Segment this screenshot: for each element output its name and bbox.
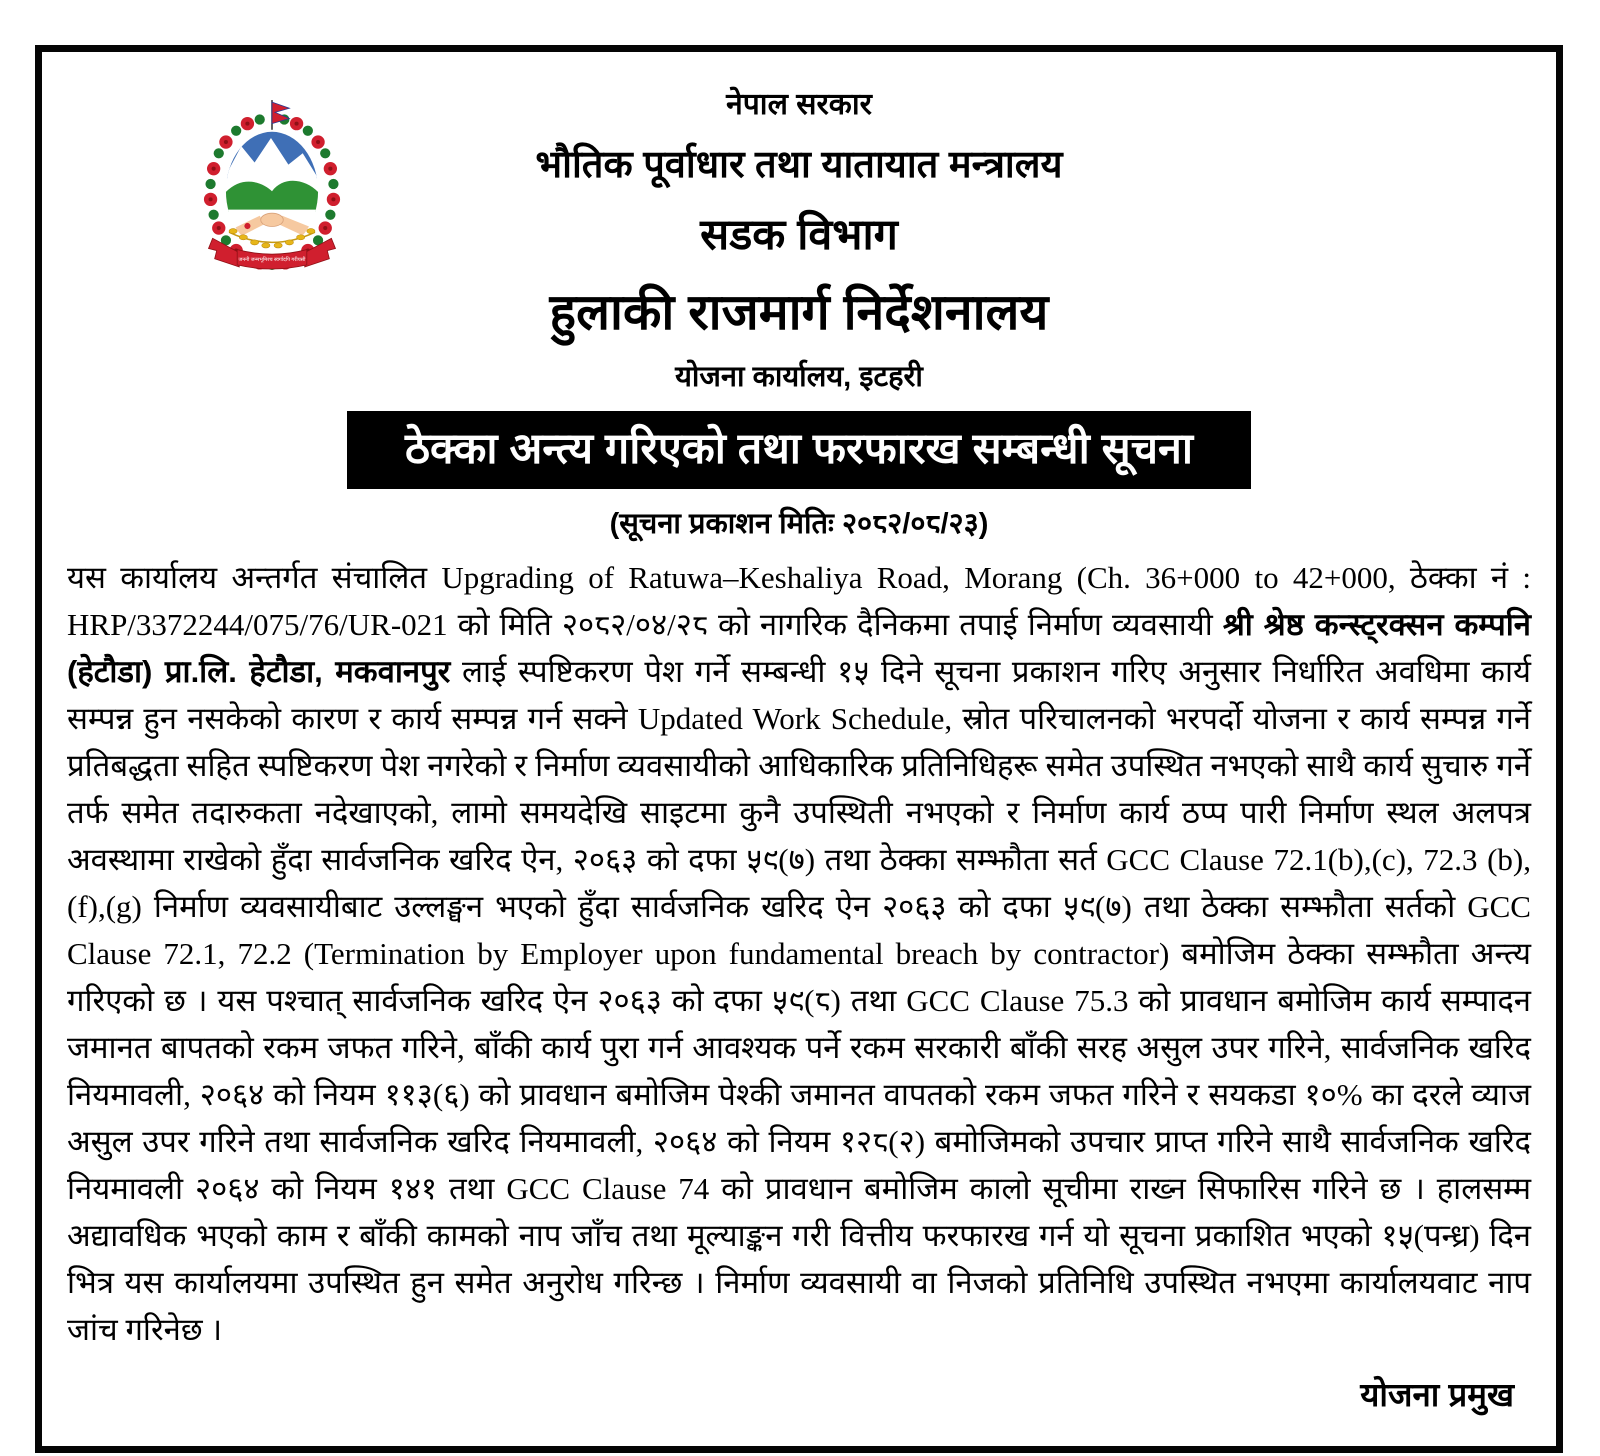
notice-title-banner: ठेक्का अन्त्य गरिएको तथा फरफारख सम्बन्धी सूचना bbox=[347, 411, 1251, 489]
notice-body-paragraph bbox=[67, 554, 1531, 1353]
emblem-svg bbox=[167, 97, 377, 312]
body-part1: यस कार्यालय अन्तर्गत संचालित Upgrading of Ratuwa–Keshaliya Road, Morang (Ch. 36+000 to 42+000, ठेक्का नं : HRP/3372244/075/76/UR-021 को मिति २०८२/०४/२८ को नागरिक दैनिकमा तपाई निर्माण व्यवसायी bbox=[67, 560, 1531, 643]
header-office: योजना कार्यालय, इटहरी bbox=[675, 361, 923, 393]
body-part2: लाई स्पष्टिकरण पेश गर्ने सम्बन्धी १५ दिने सूचना प्रकाशन गरिए अनुसार निर्धारित अवधिमा कार्य सम्पन्न हुन नसकेको कारण र कार्य सम्पन्न गर्न सक्ने Updated Work Schedule, स्रोत परिचालनको भरपर्दो योजना र कार्य सम्पन्न गर्ने प्रतिबद्धता सहित स्पष्टिकरण पेश नगरेको र निर्माण व्यवसायीको आधिकारिक प्रतिनिधिहरू समेत उपस्थित नभएको साथै कार्य सुचारु गर्ने तर्फ समेत तदारुकता नदेखाएको, लामो समयदेखि साइटमा कुनै उपस्थिती नभएको र निर्माण कार्य ठप्प पारी निर्माण स्थल अलपत्र अवस्थामा राखेको हुँदा सार्वजनिक खरिद ऐन, २०६३ को दफा ५९(७) तथा ठेक्का सम्झौता सर्त GCC Clause 72.1(b),(c), 72.3 (b),(f),(g) निर्माण व्यवसायीबाट उल्लङ्घन भएको हुँदा सार्वजनिक खरिद ऐन २०६३ को दफा ५९(७) तथा ठेक्का सम्झौता सर्तको GCC Clause 72.1, 72.2 (Termination by Employer upon fundamental breach by contractor) बमोजिम ठेक्का सम्झौता अन्त्य गरिएको छ । यस पश्चात् सार्वजनिक खरिद ऐन २०६३ को दफा ५९(८) तथा GCC Clause 75.3 को प्रावधान बमोजिम कार्य सम्पादन जमानत बापतको रकम जफत गरिने, बाँकी कार्य पुरा गर्न आवश्यक पर्ने रकम सरकारी बाँकी सरह असुल उपर गरिने, सार्वजनिक खरिद नियमावली, २०६४ को नियम ११३(६) को प्रावधान बमोजिम पेश्की जमानत वापतको रकम जफत गरिने र सयकडा १०% का दरले व्याज असुल उपर गरिने तथा सार्वजनिक खरिद नियमावली, २०६४ को नियम १२८(२) बमोजिमको उपचार प्राप्त गरिने साथै सार्वजनिक खरिद नियमावली २०६४ को नियम १४१ तथा GCC Clause 74 को प्रावधान बमोजिम कालो सूचीमा राख्न सिफारिस गरिने छ । हालसम्म अद्यावधिक भएको काम र बाँकी कामको नाप जाँच तथा मूल्याङ्कन गरी वित्तीय फरफारख गर्न यो सूचना प्रकाशित भएको १५(पन्ध्र) दिन भित्र यस कार्यालयमा उपस्थित हुन समेत अनुरोध गरिन्छ । निर्माण व्यवसायी वा निजको प्रतिनिधि उपस्थित नभएमा कार्यालयवाट नाप जांच गरिनेछ । bbox=[67, 654, 1531, 1348]
contractor-name: श्री श्रेष्ठ कन्स्ट्रक्सन कम्पनि (हेटौडा) प्रा.लि. हेटौडा, मकवानपुर bbox=[67, 607, 1532, 690]
emblem-landscape bbox=[223, 130, 321, 253]
notice-border-frame bbox=[35, 45, 1563, 1453]
notice-title-banner-wrap bbox=[42, 411, 1556, 489]
emblem-motto: जननी जन्मभूमिश्च स्वर्गादपि गरीयसी bbox=[238, 256, 306, 263]
header-directorate: हुलाकी राजमार्ग निर्देशनालय bbox=[549, 284, 1049, 340]
header-government: नेपाल सरकार bbox=[726, 88, 872, 121]
header-ministry: भौतिक पूर्वाधार तथा यातायात मन्त्रालय bbox=[535, 144, 1063, 186]
signatory-title: योजना प्रमुख bbox=[1360, 1376, 1514, 1414]
nepal-flag-icon bbox=[272, 100, 289, 130]
publish-date-line: (सूचना प्रकाशन मितिः २०८२/०८/२३) bbox=[609, 508, 989, 541]
notice-page bbox=[0, 45, 1600, 1456]
header-department: सडक विभाग bbox=[700, 211, 898, 259]
nepal-government-emblem bbox=[167, 97, 377, 312]
